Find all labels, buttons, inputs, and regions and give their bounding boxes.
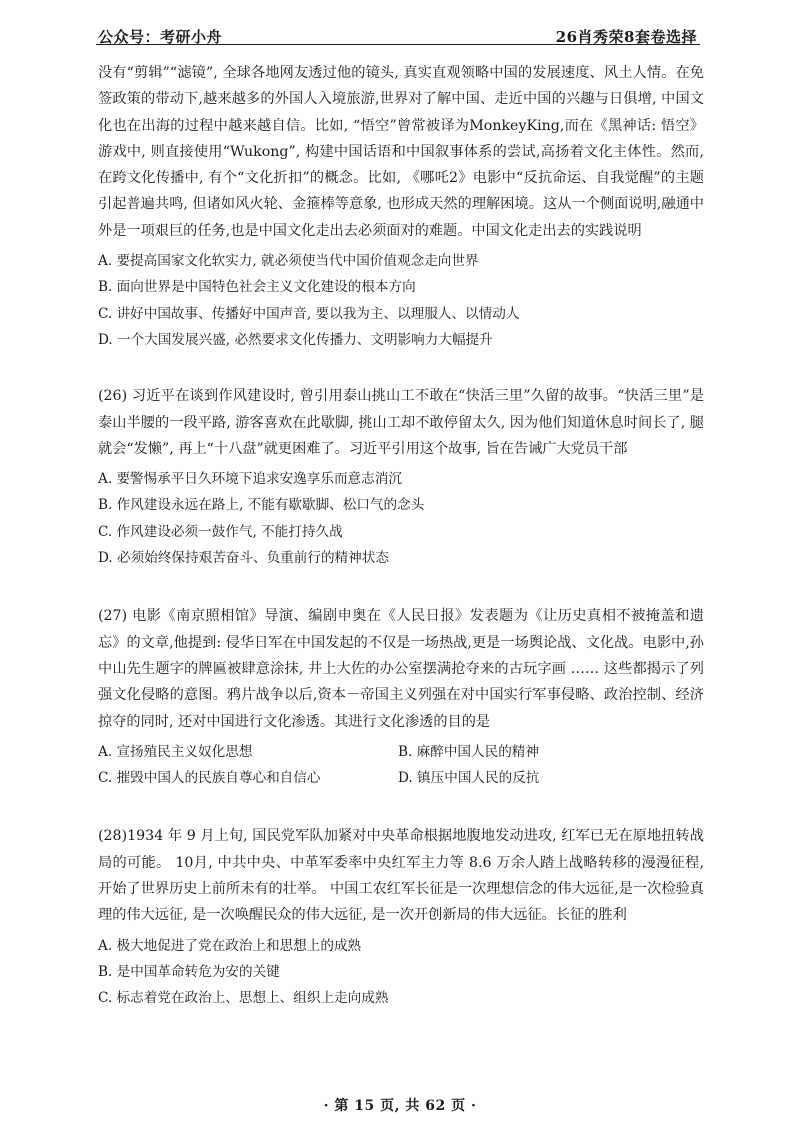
header-title: 26肖秀荣8套卷选择 <box>555 28 697 46</box>
question-28-stem: (28)1934 年 9 月上旬, 国民党军队加紧对中央革命根据地腹地发动进攻, 红军已无在原地扭转战局的可能。 10月, 中共中央、中革军委率中央红军主力等 8.6 万余人踏上战略转移的漫漫征程,开始了世界历史上前所未有的壮举。 中国工农红军长征是一次理想信念的伟大远征,是一次检验真理的伟大远征, 是一次唤醒民众的伟大远征, 是一次开创新局的伟大远征。长征的胜利 <box>98 828 704 924</box>
question-27 <box>98 603 704 791</box>
option-a: A. 极大地促进了党在政治上和思想上的成熟 <box>98 937 362 954</box>
option-b: B. 麻醉中国人民的精神 <box>398 743 539 760</box>
option-b: B. 作风建设永远在路上, 不能有歇歇脚、松口气的念头 <box>98 497 425 514</box>
option-a: A. 要警惕承平日久环境下追求安逸享乐而意志消沉 <box>98 471 402 488</box>
option-c: C. 标志着党在政治上、思想上、组织上走向成熟 <box>98 990 389 1007</box>
options-row-1 <box>98 739 704 765</box>
header-source: 公众号：考研小舟 <box>98 28 223 46</box>
option-a: A. 要提高国家文化软实力, 就必须使当代中国价值观念走向世界 <box>98 253 479 270</box>
page-content <box>98 60 704 1012</box>
option-b: B. 面向世界是中国特色社会主义文化建设的根本方向 <box>98 279 416 296</box>
option-c: C. 作风建设必须一鼓作气, 不能打持久战 <box>98 523 343 540</box>
option-d: D. 一个大国发展兴盛, 必然要求文化传播力、文明影响力大幅提升 <box>98 331 493 348</box>
option-c: C. 讲好中国故事、传播好中国声音, 要以我为主、以理服人、以情动人 <box>98 305 520 322</box>
option-d: D. 必须始终保持艰苦奋斗、负重前行的精神状态 <box>98 550 389 567</box>
option-d: D. 镇压中国人民的反抗 <box>398 770 540 787</box>
options-row-2 <box>98 765 704 791</box>
question-25-stem: 没有“剪辑”“滤镜”, 全球各地网友透过他的镜头, 真实直观领略中国的发展速度、风土人情。在免签政策的带动下,越来越多的外国人入境旅游,世界对了解中国、走近中国的兴趣与日俱增, 中国文化也在出海的过程中越来越自信。比如, “悟空”曾常被译为MonkeyKing,而在《黑神话: 悟空》游戏中, 则直接使用“Wukong”, 构建中国话语和中国叙事体系的尝试,高扬着文化主体性。然而, 在跨文化传播中, 有个“文化折扣”的概念。比如, 《哪吒2》电影中“反抗命运、自我觉醒”的主题引起普遍共鸣, 但诸如风火轮、金箍棒等意象, 也形成天然的理解困境。这从一个侧面说明,融通中外是一项艰巨的任务,也是中国文化走出去必须面对的难题。中国文化走出去的实践说明 <box>98 65 704 239</box>
question-26-stem: (26) 习近平在谈到作风建设时, 曾引用泰山挑山工不敢在“快活三里”久留的故事。“快活三里”是泰山半腰的一段平路, 游客喜欢在此歇脚, 挑山工却不敢停留太久, 因为他们知道休息时间长了, 腿就会“发懒”, 再上“十八盘”就更困难了。习近平引用这个故事, 旨在告诫广大党员干部 <box>98 388 704 457</box>
question-27-stem: (27) 电影《南京照相馆》导演、编剧申奥在《人民日报》发表题为《让历史真相不被掩盖和遗忘》的文章,他提到: 侵华日军在中国发起的不仅是一场热战,更是一场舆论战、文化战。电影中,孙中山先生题字的牌匾被肆意涂抹, 井上大佐的办公室摆满抢夺来的古玩字画 …… 这些都揭示了列强文化侵略的意图。鸦片战争以后,资本－帝国主义列强在对中国实行军事侵略、政治控制、经济掠夺的同时, 还对中国进行文化渗透。其进行文化渗透的目的是 <box>98 608 704 730</box>
option-c: C. 摧毁中国人的民族自尊心和自信心 <box>98 770 321 787</box>
header-divider <box>96 44 700 45</box>
option-a: A. 宣扬殖民主义奴化思想 <box>98 743 253 760</box>
question-26 <box>98 383 704 571</box>
page-number: · 第 15 页, 共 62 页 · <box>323 1098 477 1114</box>
question-28 <box>98 823 704 1011</box>
option-b: B. 是中国革命转危为安的关键 <box>98 963 280 980</box>
question-25 <box>98 60 704 353</box>
